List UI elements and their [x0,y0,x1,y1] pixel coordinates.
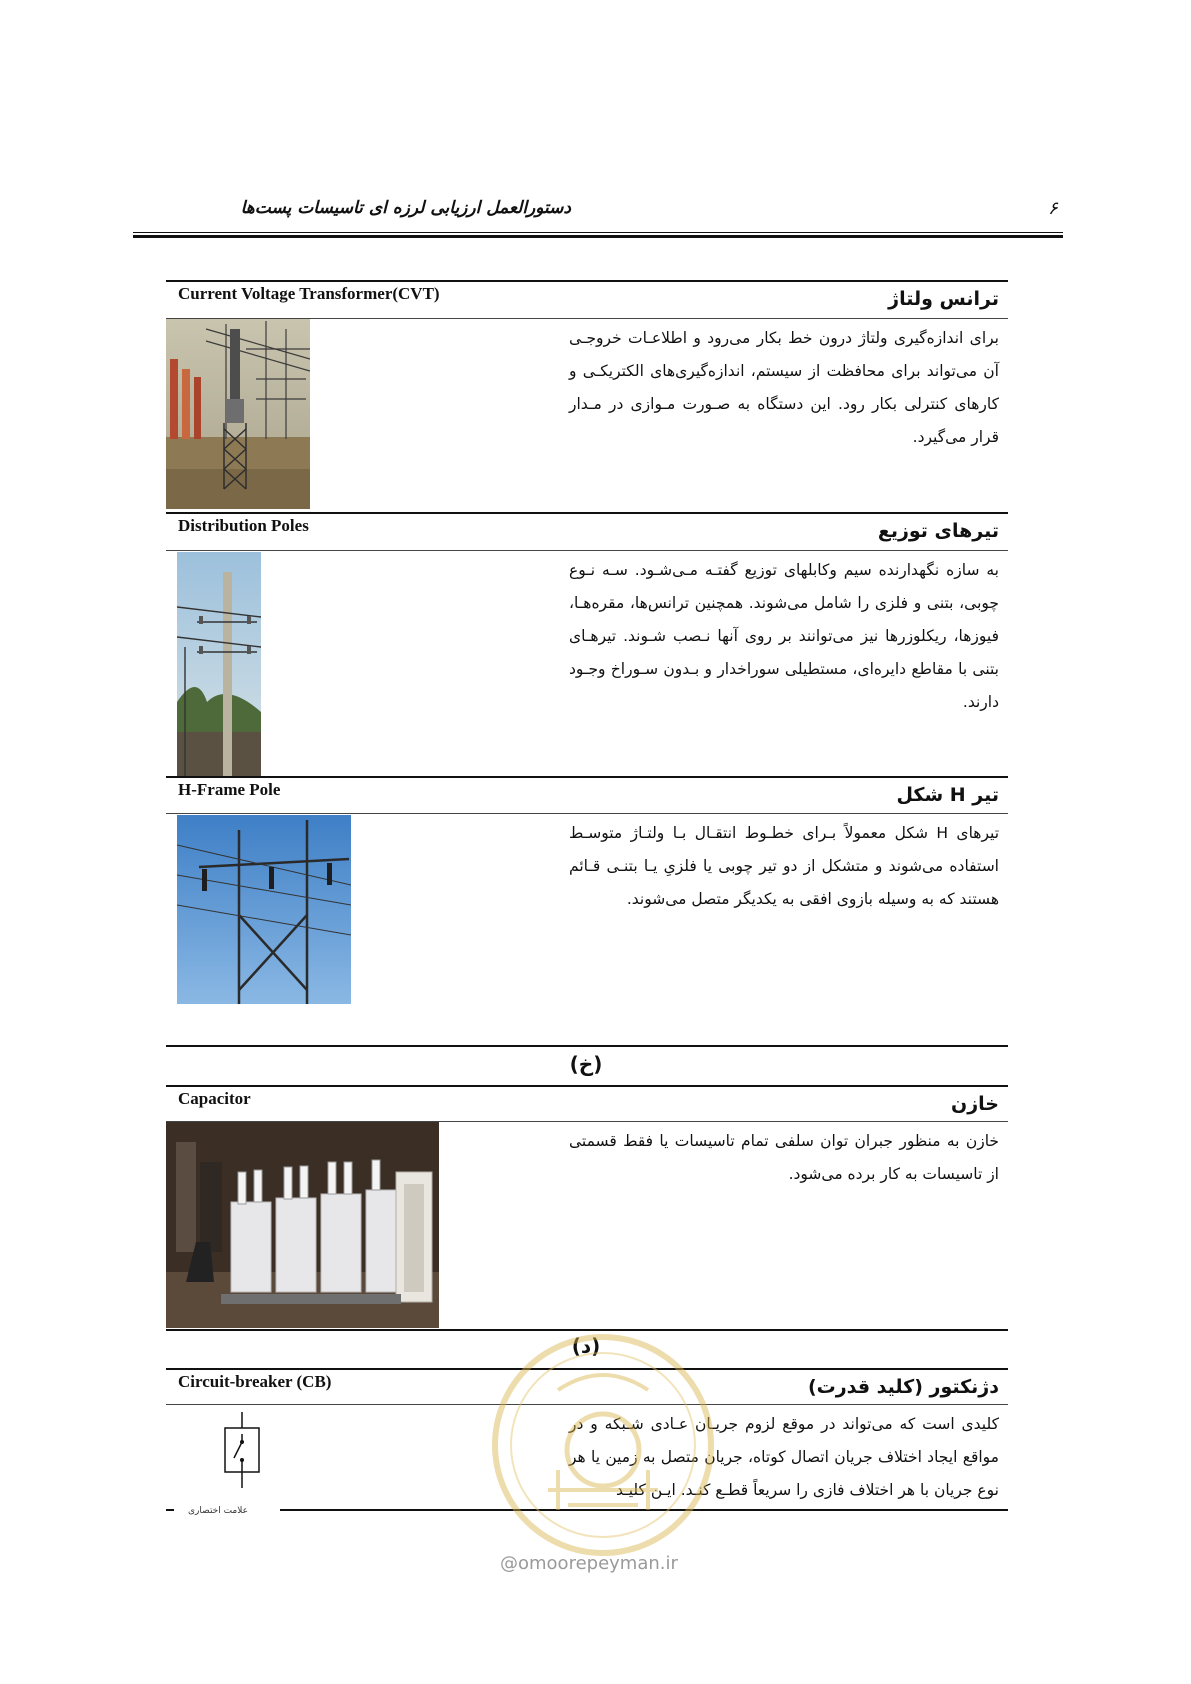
section-fa-body: به سازه نگهدارنده سیم وکابلهای توزیع گفتـه مـی‌شـود. سـه نـوع چوبی، بتنی و فلزی را شامل می‌شوند. همچنین ترانس‌ها، مقره‌هـا، فیوزها، ریکلوزرها نیز می‌توانند بر روی آنها نـصب شـوند. تیرهـای بتنی با مقاطع دایره‌ای، مستطیلی سوراخدار و بـدون سـوراخ وجـود دارند. [569,561,999,711]
section-en-title: Capacitor [178,1089,251,1108]
table-rule [166,1045,1008,1047]
section-fa-title: دژنکتور (کلید قدرت) [807,1376,999,1398]
symbol-caption: علامت اختصاری [188,1506,248,1516]
section-fa-title: تیرهای توزیع [877,520,999,542]
page-number: ۶ [1048,198,1058,219]
h-frame-pole-photo [177,815,351,1004]
section-en-title: Distribution Poles [178,516,309,535]
section-fa-body: خازن به منظور جبران توان سلفی تمام تاسیسات یا فقط قسمتی از تاسیسات به کار برده می‌شود. [569,1132,999,1183]
table-rule [166,280,1008,282]
document-title: دستورالعمل ارزیابی لرزه ای تاسیسات پست‌ها [240,198,571,218]
caption-dash [166,1509,174,1511]
header-rule-thin [133,232,1063,233]
circuit-breaker-symbol-icon [220,1412,264,1488]
table-rule [166,512,1008,514]
capacitor-bank-photo [166,1122,439,1328]
table-rule [166,776,1008,778]
section-en-title: Current Voltage Transformer(CVT) [178,284,440,303]
section-letter: (د) [571,1334,601,1358]
table-rule [166,550,1008,551]
section-en-title: H-Frame Pole [178,780,281,799]
header-rule-thick [133,235,1063,238]
table-rule [166,1085,1008,1087]
section-fa-body: برای اندازه‌گیری ولتاژ درون خط بکار می‌رود و اطلاعـات خروجـی آن می‌تواند برای محافظت از سیستم، اندازه‌گیری‌های الکتریکـی و کارهای کنترلی بکار رود. این دستگاه به صـورت مـوازی در مـدار قرار می‌گیرد. [569,329,999,446]
section-fa-body: تیرهای H شکل معمولاً بـرای خطـوط انتقـال بـا ولتـاژ متوسـط استفاده می‌شوند و متشکل از دو تیر چوبی یا فلزیِ یـا بتنـی قـائم هستند که به وسیله بازوی افقی به یکدیگر متصل می‌شوند. [569,824,1000,908]
distribution-poles-photo [177,552,261,776]
section-en-title: Circuit-breaker (CB) [178,1372,332,1391]
watermark-text: @omoorepeyman.ir [500,1553,678,1574]
section-fa-body: کلیدی است که می‌تواند در موقع لزوم جریـان عـادی شـبکه و در مواقع ایجاد اختلاف جریان اتصال کوتاه، جریان متصل به زمین یا هر نوع جریان با هر اختلاف فازی را سریعاً قطـع کنـد. ایـن کلیـد [569,1415,999,1499]
section-fa-title: خازن [951,1093,999,1115]
section-letter: (خ) [569,1052,603,1076]
watermark-seal [488,1330,718,1560]
section-fa-title: ترانس ولتاژ [888,288,999,310]
cvt-substation-photo [166,319,310,509]
table-rule [166,813,1008,814]
section-fa-title: تیر H شکل [896,784,999,806]
